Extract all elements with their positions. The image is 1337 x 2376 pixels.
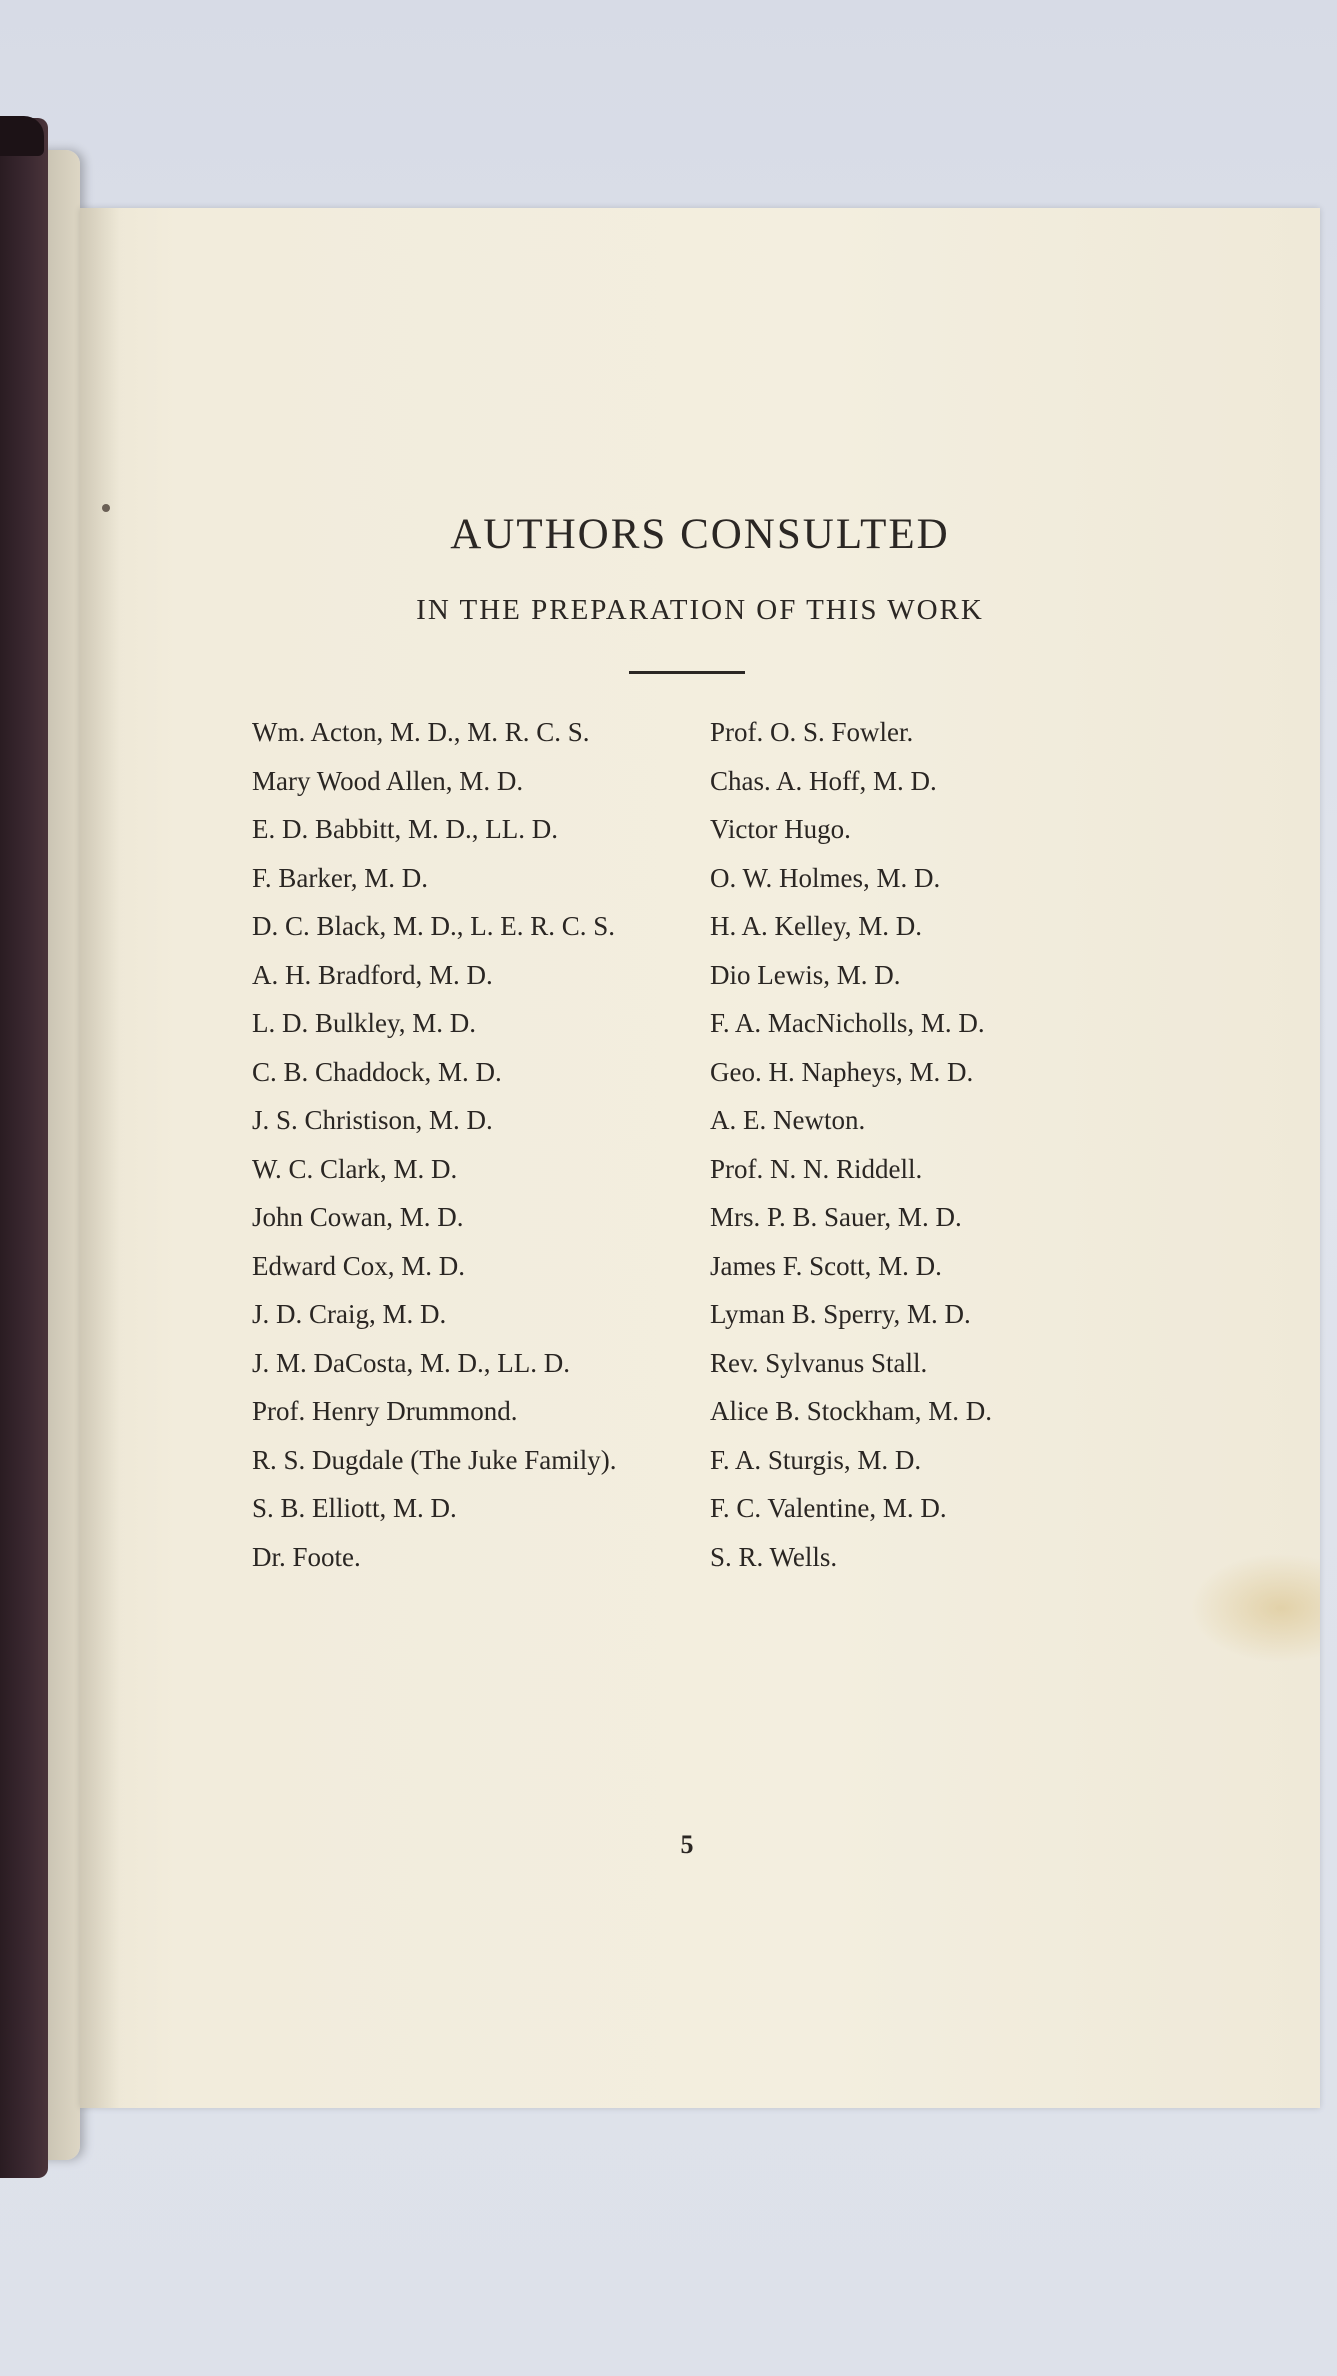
- author-entry: F. A. Sturgis, M. D.: [710, 1444, 922, 1475]
- page-stain: [1190, 1553, 1320, 1663]
- author-entry: Dr. Foote.: [252, 1541, 361, 1572]
- author-entry: Geo. H. Napheys, M. D.: [710, 1056, 974, 1087]
- author-entry: Prof. O. S. Fowler.: [710, 717, 914, 747]
- author-entry: W. C. Clark, M. D.: [252, 1153, 458, 1184]
- author-entry: L. D. Bulkley, M. D.: [252, 1008, 476, 1038]
- book-cover-edge: [0, 118, 48, 2178]
- author-entry: O. W. Holmes, M. D.: [710, 862, 941, 893]
- author-entry: Victor Hugo.: [710, 814, 851, 844]
- author-entry: Edward Cox, M. D.: [252, 1250, 465, 1281]
- page-subtitle: IN THE PREPARATION OF THIS WORK: [416, 594, 984, 626]
- author-entry: Mrs. P. B. Sauer, M. D.: [710, 1202, 962, 1232]
- author-entry: J. D. Craig, M. D.: [252, 1299, 447, 1329]
- author-entry: John Cowan, M. D.: [252, 1202, 464, 1232]
- cover-fray: [0, 116, 44, 156]
- author-entry: C. B. Chaddock, M. D.: [252, 1056, 502, 1087]
- author-entry: A. H. Bradford, M. D.: [252, 959, 493, 990]
- author-entry: Dio Lewis, M. D.: [710, 959, 901, 990]
- author-entry: S. R. Wells.: [710, 1541, 838, 1572]
- author-entry: A. E. Newton.: [710, 1105, 866, 1135]
- page-title: AUTHORS CONSULTED: [450, 511, 950, 558]
- author-entry: F. C. Valentine, M. D.: [710, 1493, 947, 1523]
- author-entry: Alice B. Stockham, M. D.: [710, 1396, 992, 1426]
- author-entry: H. A. Kelley, M. D.: [710, 911, 922, 941]
- authors-list: [252, 710, 1092, 1583]
- author-entry: D. C. Black, M. D., L. E. R. C. S.: [252, 911, 616, 941]
- author-entry: F. A. MacNicholls, M. D.: [710, 1008, 985, 1038]
- author-entry: Rev. Sylvanus Stall.: [710, 1347, 928, 1378]
- author-entry: Prof. Henry Drummond.: [252, 1396, 518, 1426]
- author-entry: S. B. Elliott, M. D.: [252, 1493, 457, 1523]
- author-entry: R. S. Dugdale (The Juke Family).: [252, 1444, 617, 1475]
- author-entry: J. S. Christison, M. D.: [252, 1105, 493, 1135]
- author-entry: F. Barker, M. D.: [252, 862, 428, 893]
- author-entry: Chas. A. Hoff, M. D.: [710, 765, 937, 796]
- gutter-shadow: [80, 208, 120, 2108]
- author-entry: E. D. Babbitt, M. D., LL. D.: [252, 814, 558, 844]
- author-entry: Lyman B. Sperry, M. D.: [710, 1299, 971, 1329]
- author-entry: Wm. Acton, M. D., M. R. C. S.: [252, 717, 590, 747]
- author-entry: Prof. N. N. Riddell.: [710, 1153, 923, 1184]
- author-entry: James F. Scott, M. D.: [710, 1250, 942, 1281]
- title-divider: [629, 671, 745, 674]
- page-number: 5: [680, 1830, 694, 1859]
- author-entry: Mary Wood Allen, M. D.: [252, 765, 524, 796]
- author-entry: J. M. DaCosta, M. D., LL. D.: [252, 1347, 570, 1378]
